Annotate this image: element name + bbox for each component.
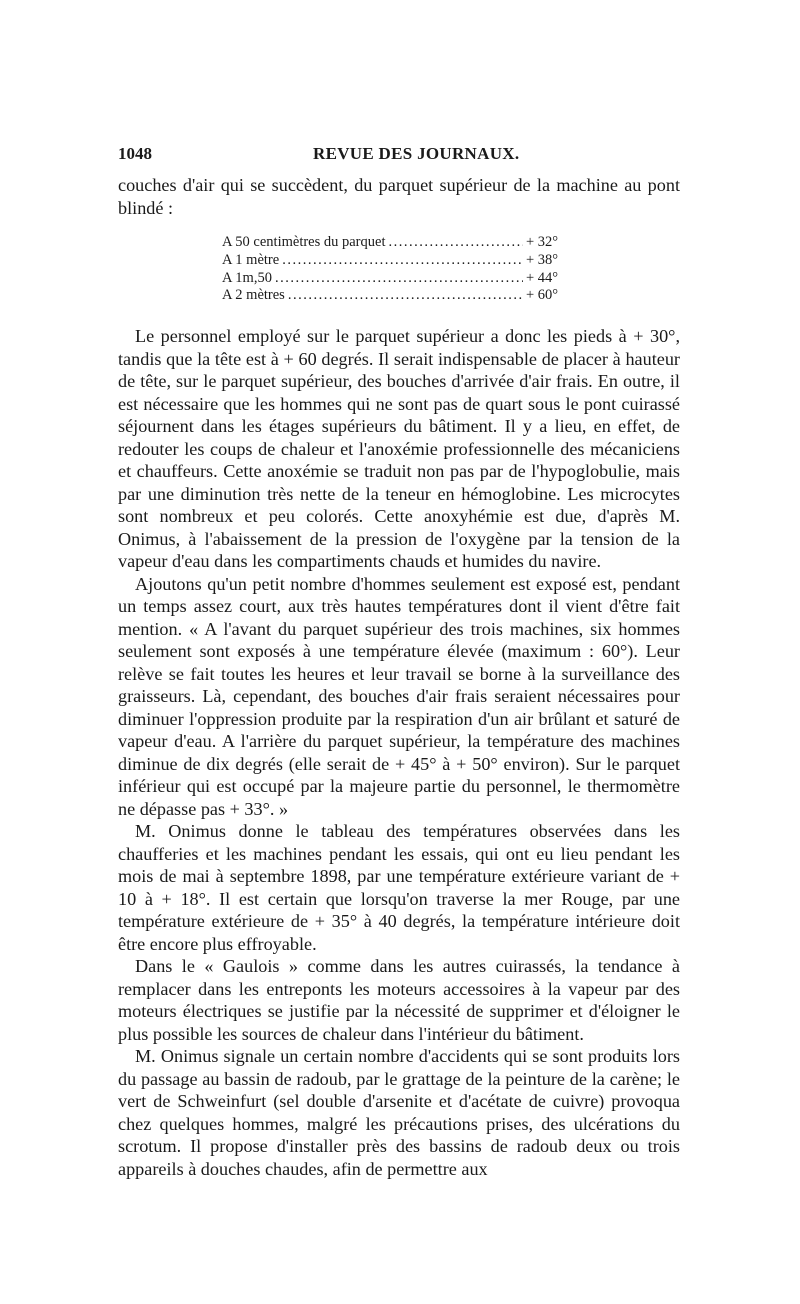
body-paragraph: Dans le « Gaulois » comme dans les autres cuirassés, la tendance à remplacer dans les entreponts les moteurs accessoires à la vapeur par des moteurs électriques se justifie par la nécessité de supprimer et d'éloigner le plus possible les sources de chaleur dans l'intérieur du bâtiment. [118,956,680,1044]
temperature-table [222,234,564,305]
page-number: 1048 [118,144,152,163]
row-label: A 50 centimètres du parquet [222,234,386,250]
dot-leader [282,252,523,270]
row-value: + 44° [526,269,559,286]
row-value: + 38° [526,251,559,268]
body-paragraph: Le personnel employé sur le parquet supérieur a donc les pieds à + 30°, tandis que la tête est à + 60 degrés. Il serait indispensable de placer à hauteur de tête, sur le parquet supérieur, des bouches d'arrivée d'air frais. En outre, il est nécessaire que les hommes qui ne sont pas de quart sous le pont cuirassé séjournent dans les étages supérieurs du bâtiment. Il y a lieu, en effet, de redouter les coups de chaleur et l'anoxémie professionnelle des mécaniciens et chauffeurs. Cette anoxémie se traduit non pas par de l'hypoglobulie, mais par une diminution très nette de la teneur en hémoglobine. Les microcytes sont nombreux et peu colorés. Cette anoxyhémie est due, d'après M. Onimus, à l'abaissement de la pression de l'oxygène par la tension de la vapeur d'eau dans les compartiments chauds et humides du navire. [118,326,680,572]
row-label: A 1 mètre [222,251,280,268]
page-header [118,144,680,170]
document-page [118,144,680,1180]
running-title: REVUE DES JOURNAUX. [313,144,520,163]
body-paragraph: M. Onimus donne le tableau des températures observées dans les chaufferies et les machines pendant les essais, qui ont eu lieu pendant les mois de mai à septembre 1898, par une température extérieure variant de + 10 à + 18°. Il est certain que lorsqu'on traverse la mer Rouge, par une température extérieure de + 35° à 40 degrés, la température intérieure doit être encore plus effroyable. [118,821,680,954]
table-row [222,234,564,252]
intro-paragraph: couches d'air qui se succèdent, du parquet supérieur de la machine au pont blindé : [118,175,680,218]
dot-leader [275,270,523,288]
dot-leader [388,234,523,252]
dot-leader [288,287,523,305]
table-row [222,270,564,288]
row-value: + 32° [526,234,559,250]
row-label: A 1m,50 [222,269,272,286]
row-value: + 60° [526,287,559,304]
body-paragraph: M. Onimus signale un certain nombre d'accidents qui se sont produits lors du passage au bassin de radoub, par le grattage de la peinture de la carène; le vert de Schweinfurt (sel double d'arsenite et d'acétate de cuivre) provoqua chez quelques hommes, malgré les précautions prises, des ulcérations du scrotum. Il propose d'installer près des bassins de radoub deux ou trois appareils à douches chaudes, afin de permettre aux [118,1046,680,1179]
table-row [222,252,564,270]
row-label: A 2 mètres [222,287,285,304]
table-row [222,287,564,305]
body-paragraph: Ajoutons qu'un petit nombre d'hommes seulement est exposé est, pendant un temps assez court, aux très hautes températures dont il vient d'être fait mention. « A l'avant du parquet supérieur des trois machines, six hommes seulement sont exposés à une température élevée (maximum : 60°). Leur relève se fait toutes les heures et leur travail se borne à la surveillance des graisseurs. Là, cependant, des bouches d'air frais seraient nécessaires pour diminuer l'oppression produite par la respiration d'un air brûlant et saturé de vapeur d'eau. A l'arrière du parquet supérieur, la température des machines diminue de dix degrés (elle serait de + 45° à + 50° environ). Sur le parquet inférieur qui est occupé par la majeure partie du personnel, le thermomètre ne dépasse pas + 33°. » [118,573,680,819]
